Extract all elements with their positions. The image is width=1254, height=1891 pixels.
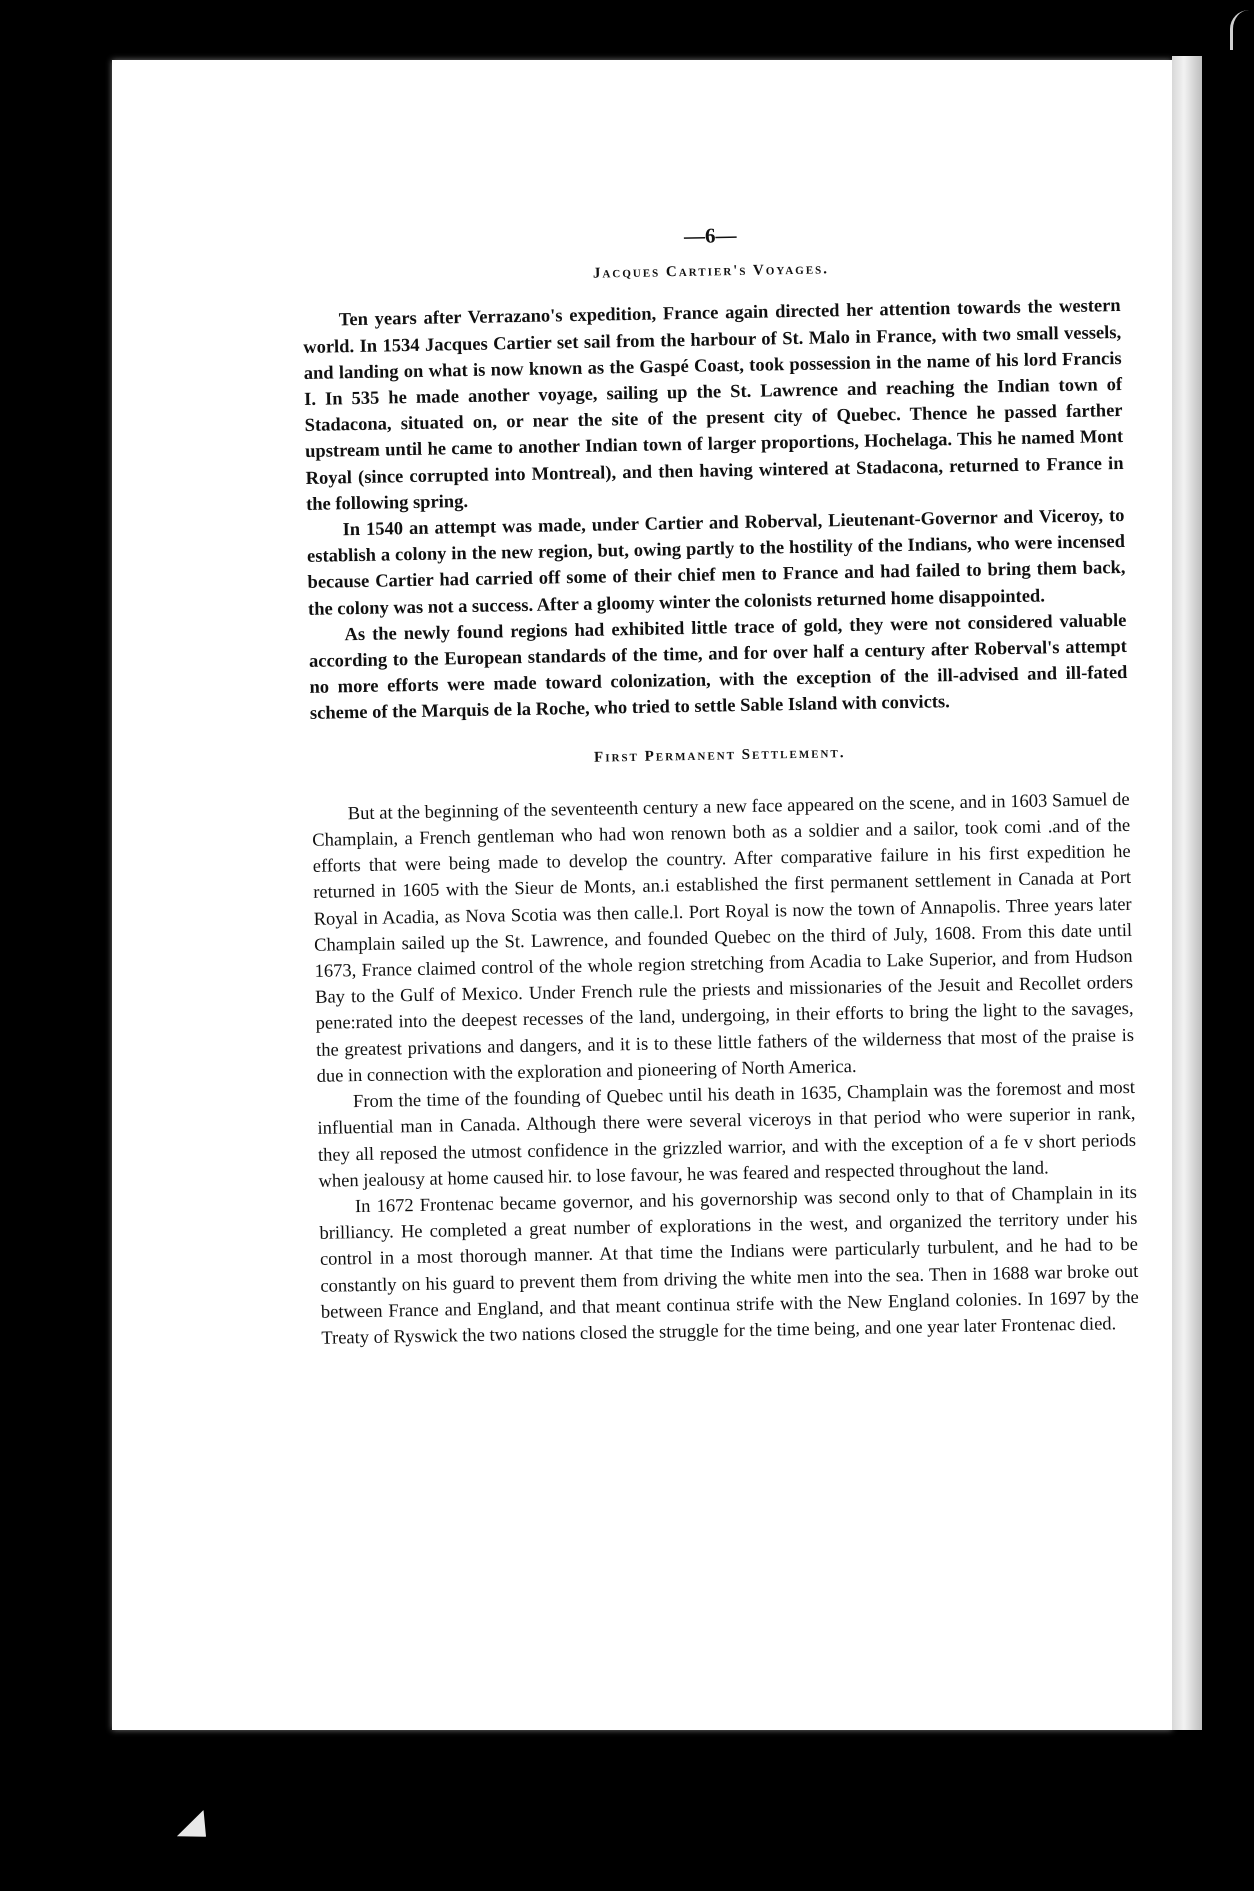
paragraph: In 1540 an attempt was made, under Cartier and Roberval, Lieutenant-Governor and Viceroy, to establish a colony in the new region, but, owing partly to the hostility of the Indians, who were incensed because Cartier had carried off some of their chief men to France and had failed to bring them back, the colony was not a success. After a gloomy winter the colonists returned home disappointed.	[306, 505, 1126, 620]
section-heading-settlement: First Permanent Settlement.	[593, 744, 846, 766]
page-number: —6—	[683, 223, 737, 248]
paragraph: Ten years after Verrazano's expedition, France again directed her attention towards the western world. In 1534 Jacques Cartier set sail from the harbour of St. Malo in France, with two small vessels, and landing on what is now known as the Gaspé Coast, took possession in the name of his lord Francis I. In 535 he made another voyage, sailing up the St. Lawrence and reaching the Indian town of Stadacona, situated on, or near the site of the present city of Quebec. Thence he passed farther upstream until he came to another Indian town of larger proportions, Hochelaga. This he named Mont Royal (since corrupted into Montreal), and then having wintered at Stadacona, returned to France in the following spring.	[303, 296, 1124, 515]
book-page	[112, 60, 1172, 1730]
paragraph: From the time of the founding of Quebec until his death in 1635, Champlain was the foremost and most influential man in Canada. Although there were several viceroys in that period who were superior in rank, they all reposed the utmost confidence in the grizzled warrior, and with the exception of a fe v short periods when jealousy at home caused hir. to lose favour, he was feared and respected throughout the land.	[317, 1077, 1137, 1192]
section-heading-cartier: Jacques Cartier's Voyages.	[592, 261, 830, 282]
book-spine	[1172, 56, 1202, 1730]
paragraph: As the newly found regions had exhibited little trace of gold, they were not considered valuable according to the European standards of the time, and for over half a century after Roberval's attempt no more efforts were made toward colonization, with the exception of the ill-advised and ill-fated scheme of the Marquis de la Roche, who tried to settle Sable Island with convicts.	[308, 610, 1128, 725]
paragraph: But at the beginning of the seventeenth century a new face appeared on the scene, and in 1603 Samuel de Champlain, a French gentleman who had won renown both as a soldier and a sailor, took comi .and of the efforts that were being made to develop the country. After comparative failure in his first expedition he returned in 1605 with the Sieur de Monts, an.i established the first permanent settlement in Canada at Port Royal in Acadia, as Nova Scotia was then calle.l. Port Royal is now the town of Annapolis. Three years later Champlain sailed up the St. Lawrence, and founded Quebec on the third of July, 1608. From this date until 1673, France claimed control of the whole region stretching from Acadia to Lake Superior, and from Hudson Bay to the Gulf of Mexico. Under French rule the priests and missionaries of the Jesuit and Recollet orders pene:rated into the deepest recesses of the land, undergoing, in their efforts to bring the light to the savages, the greatest privations and dangers, and it is to these little fathers of the wilderness that most of the praise is due in connection with the exploration and pioneering of North America.	[312, 789, 1135, 1087]
page-content	[300, 155, 1146, 1700]
paragraph: In 1672 Frontenac became governor, and his governorship was second only to that of Champlain in its brilliancy. He completed a great number of explorations in the west, and organized the territory under his control in a most thorough manner. At that time the Indians were particularly turbulent, and he had to be constantly on his guard to prevent them from driving the white men into the sea. Then in 1688 war broke out between France and England, and that meant continua strife with the New England colonies. In 1697 by the Treaty of Ryswick the two nations closed the struggle for the time being, and one year later Frontenac died.	[319, 1182, 1139, 1349]
